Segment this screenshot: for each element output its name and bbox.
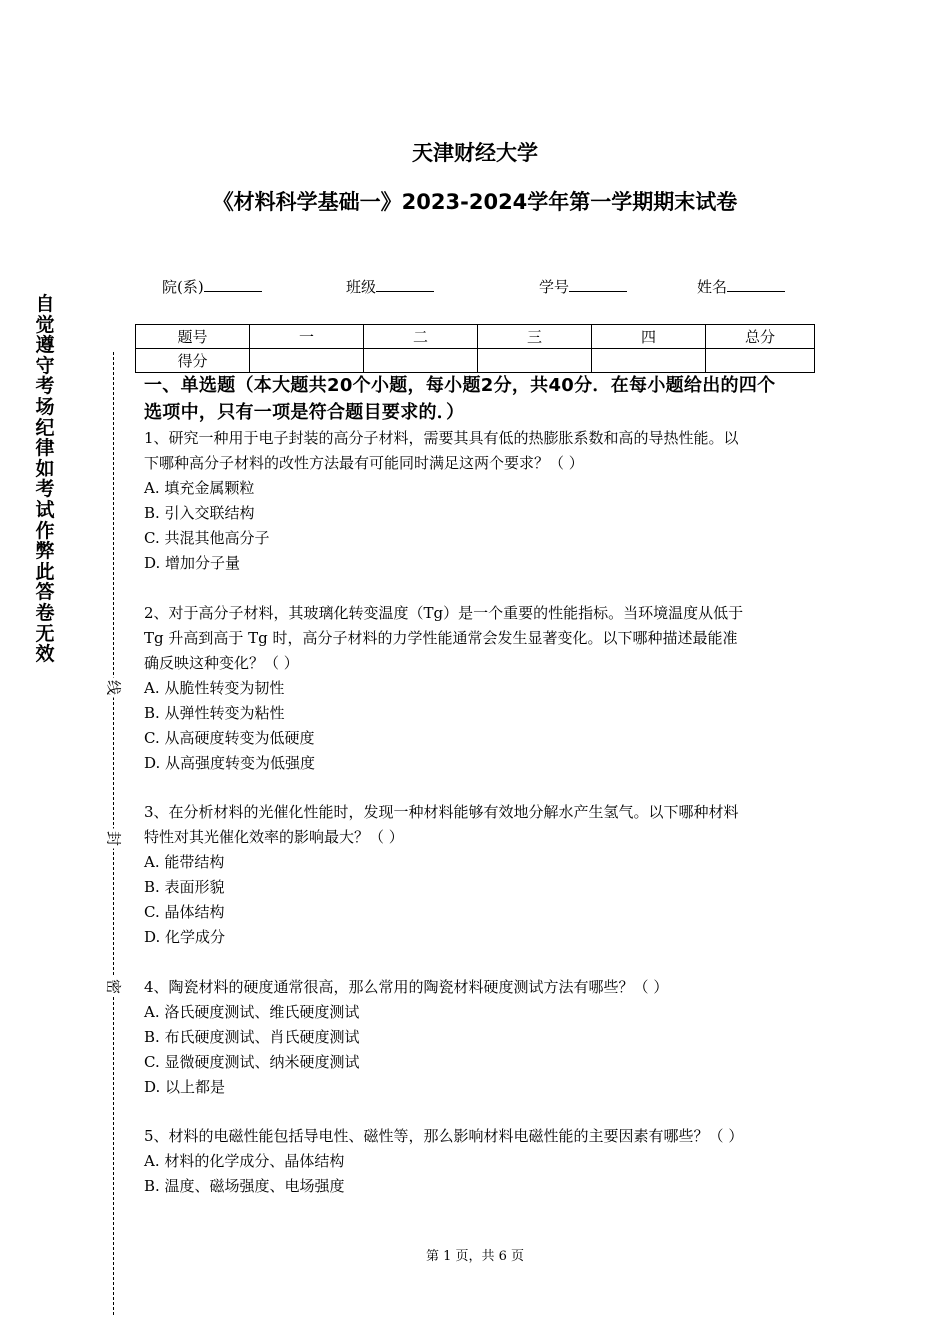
question-content: [144, 372, 816, 1199]
notice-char: 守: [35, 354, 55, 377]
option: D. 化学成分: [144, 928, 226, 946]
exam-title: 《材料科学基础一》2023-2024学年第一学期期末试卷: [212, 190, 738, 214]
option: C. 共混其他高分子: [144, 529, 270, 547]
option: A. 洛氏硬度测试、维氏硬度测试: [144, 1002, 360, 1021]
option: A. 从脆性转变为韧性: [144, 678, 285, 697]
student-id-blank: [569, 277, 627, 292]
notice-char: 此: [35, 560, 55, 583]
score-table-score-row: [136, 349, 815, 373]
score-cell: [592, 349, 706, 373]
question-text: 2、对于高分子材料，其玻璃化转变温度（Tg）是一个重要的性能指标。当环境温度从低于: [144, 603, 744, 622]
option: B. 温度、磁场强度、电场强度: [144, 1177, 345, 1195]
score-cell: [478, 349, 592, 373]
option: D. 从高强度转变为低强度: [144, 753, 316, 772]
option: A. 填充金属颗粒: [144, 479, 255, 497]
option: A. 能带结构: [144, 853, 225, 871]
notice-char: 自: [35, 293, 55, 315]
option: C. 从高硬度转变为低硬度: [144, 728, 315, 747]
question-text: 5、材料的电磁性能包括导电性、磁性等，那么影响材料电磁性能的主要因素有哪些？（ ）: [144, 1127, 744, 1145]
notice-char: 卷: [35, 601, 55, 624]
table-cell: 总分: [706, 325, 815, 349]
notice-char: 答: [35, 581, 55, 604]
section-heading-line: 选项中，只有一项是符合题目要求的．）: [144, 402, 465, 423]
university-name: 天津财经大学: [412, 141, 538, 165]
spacer: [144, 1100, 816, 1125]
option: D. 增加分子量: [144, 554, 241, 572]
score-cell: [250, 349, 364, 373]
question-text: 3、在分析材料的光催化性能时，发现一种材料能够有效地分解水产生氢气。以下哪种材料: [144, 803, 739, 821]
notice-char: 作: [35, 519, 55, 542]
class-label: 班级: [346, 278, 377, 296]
option: B. 布氏硬度测试、肖氏硬度测试: [144, 1027, 360, 1046]
question-1: [144, 426, 816, 576]
table-cell: 得分: [136, 349, 250, 373]
table-cell: 二: [364, 325, 478, 349]
class-blank: [376, 277, 434, 292]
student-id-label: 学号: [539, 278, 570, 296]
notice-char: 效: [35, 643, 55, 666]
option: B. 引入交联结构: [144, 504, 255, 522]
notice-char: 场: [35, 395, 55, 418]
score-table-header-row: [136, 325, 815, 349]
spacer: [144, 576, 816, 601]
notice-char: 如: [35, 457, 55, 480]
option: A. 材料的化学成分、晶体结构: [144, 1152, 345, 1170]
spacer: [144, 950, 816, 975]
question-5: [144, 1124, 816, 1199]
department-field: [162, 276, 262, 297]
page-number: 第 1 页，共 6 页: [425, 1249, 525, 1264]
question-2: [144, 601, 816, 776]
name-field: [697, 276, 785, 297]
notice-char: 觉: [35, 313, 55, 336]
option: C. 晶体结构: [144, 903, 225, 921]
notice-char: 考: [35, 375, 55, 398]
option: B. 表面形貌: [144, 878, 225, 896]
question-4: [144, 975, 816, 1100]
section-heading-line: 一、单选题（本大题共20个小题，每小题2分，共40分．在每小题给出的四个: [144, 375, 776, 396]
question-text: 特性对其光催化效率的影响最大？（ ）: [144, 828, 404, 846]
notice-char: 律: [35, 437, 55, 460]
class-field: [346, 276, 434, 297]
question-text: 确反映这种变化？（ ）: [144, 653, 299, 672]
table-cell: 四: [592, 325, 706, 349]
score-cell: [706, 349, 815, 373]
question-3: [144, 800, 816, 950]
name-label: 姓名: [697, 278, 728, 296]
question-text: Tg 升高到高于 Tg 时，高分子材料的力学性能通常会发生显著变化。以下哪种描述最能准: [144, 628, 738, 647]
table-cell: 三: [478, 325, 592, 349]
close-label: 密: [104, 977, 125, 997]
section-heading: [144, 372, 816, 426]
spacer: [144, 776, 816, 801]
exam-discipline-notice: [33, 294, 57, 665]
notice-char: 考: [35, 478, 55, 501]
notice-char: 试: [35, 498, 55, 521]
question-text: 4、陶瓷材料的硬度通常很高，那么常用的陶瓷材料硬度测试方法有哪些？（ ）: [144, 977, 669, 996]
line-label: 线: [104, 678, 125, 698]
department-blank: [204, 277, 262, 292]
score-cell: [364, 349, 478, 373]
notice-char: 纪: [35, 416, 55, 439]
table-cell: 一: [250, 325, 364, 349]
score-table: [135, 324, 815, 373]
notice-char: 无: [35, 622, 55, 645]
name-blank: [727, 277, 785, 292]
table-cell: 题号: [136, 325, 250, 349]
option: B. 从弹性转变为粘性: [144, 703, 285, 722]
student-id-field: [539, 276, 627, 297]
seal-label: 封: [104, 829, 125, 849]
question-text: 1、研究一种用于电子封装的高分子材料，需要其具有低的热膨胀系数和高的导热性能。以: [144, 429, 739, 447]
department-label: 院(系): [162, 278, 204, 296]
notice-char: 弊: [35, 540, 55, 563]
notice-char: 遵: [35, 334, 55, 357]
question-text: 下哪种高分子材料的改性方法最有可能同时满足这两个要求？（ ）: [144, 454, 584, 472]
option: C. 显微硬度测试、纳米硬度测试: [144, 1052, 360, 1071]
option: D. 以上都是: [144, 1077, 226, 1096]
